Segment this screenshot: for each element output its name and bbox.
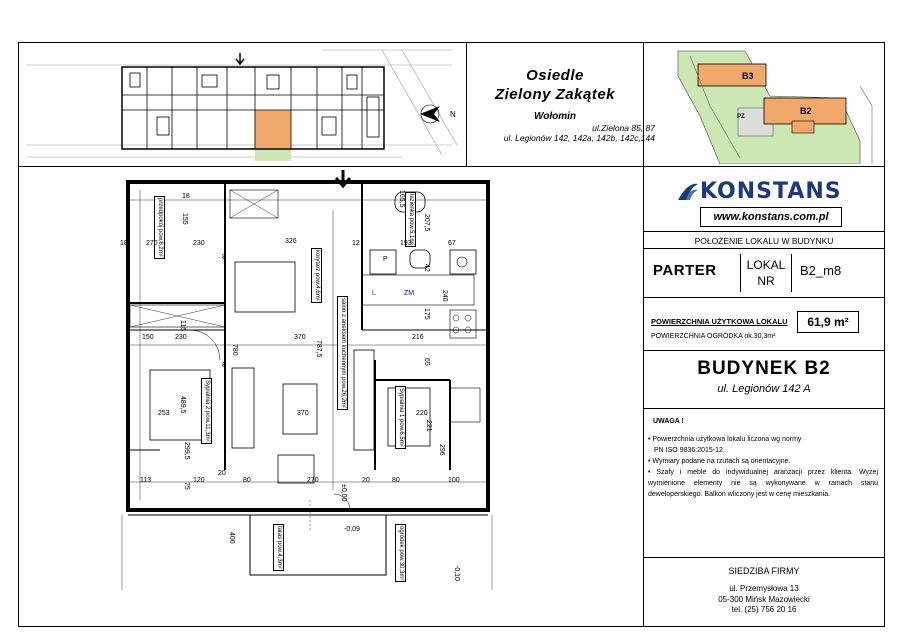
kitchen-label-zm: ZM: [404, 290, 415, 297]
divider-right-6: [643, 408, 885, 409]
dim-label: 370: [297, 410, 309, 417]
building-key-plan: [22, 45, 462, 163]
dim-label: 221: [425, 420, 432, 432]
dim-label: 299,5: [183, 442, 190, 460]
dim-label: 100: [448, 477, 460, 484]
estate-name-line2: Zielony Zakątek: [494, 86, 616, 103]
estate-address-line1: ul.Zielona 85, 87: [592, 123, 655, 133]
dim-label: 270: [307, 477, 319, 484]
unit-number-label: [740, 254, 792, 292]
dim-label: 296: [438, 444, 445, 456]
estate-name-line1: Osiedle: [526, 67, 584, 84]
dim-label: 230: [175, 334, 187, 341]
dim-label: 253: [158, 410, 170, 417]
dim-label: 150: [142, 334, 154, 341]
level-main: ±0,00: [340, 484, 347, 502]
notes-header: UWAGA !: [653, 418, 684, 425]
compass-icon: [418, 102, 448, 126]
dim-label: 80: [243, 477, 251, 484]
dim-label: 489,5: [179, 396, 186, 414]
floor-label: PARTER: [653, 262, 717, 279]
room-label-corridor: korytarz pow.4,6m²: [311, 248, 322, 303]
room-label-garden: ogródek pow.30,3m²: [395, 524, 406, 582]
unit-id: B2_m8: [800, 263, 842, 278]
dim-label: 18: [182, 193, 190, 200]
dim-label: 8: [222, 254, 226, 261]
note-item: PN ISO 9836:2015-12: [654, 447, 723, 454]
building-title: BUDYNEK B2: [697, 358, 831, 379]
compass-label: N: [450, 110, 456, 119]
room-label-bedroom2: Sypialnia 2 pow.11,3m²: [201, 378, 212, 444]
divider-right-3: [643, 248, 885, 249]
level-garden: -0,10: [453, 565, 460, 581]
dim-label: 67: [448, 240, 456, 247]
room-label-hall: przedpokój pow.6,2m²: [154, 196, 165, 259]
dim-label: 113: [140, 477, 152, 484]
note-item: • Szafy i meble do indywidualnej aranżacji przez klienta. Wyżej wymienione elementy nie są wykonywane w ramach stanu deweloperskiego. Balkon wliczony jest w cenę mieszkania.: [648, 469, 878, 498]
location-header: POŁOŻENIE LOKALU W BUDYNKU: [694, 236, 834, 246]
hq-address: [643, 584, 885, 616]
kitchen-label-l: L: [372, 290, 376, 297]
dim-label: 8: [222, 362, 226, 369]
divider-right-2: [643, 231, 885, 232]
dim-label: 12: [352, 240, 360, 247]
level-terrace: -0,09: [344, 526, 360, 533]
note-item: • Powierzchnia użytkowa lokalu liczona wg normy: [648, 436, 802, 443]
hq-address-line1: ul. Przemysłowa 13: [729, 584, 799, 593]
dim-label: 80: [392, 477, 400, 484]
company-logo: KONSTANS: [700, 179, 842, 204]
dim-label: 207,5: [423, 214, 430, 232]
dim-label: 270: [146, 240, 158, 247]
divider-right-1: [643, 166, 885, 167]
divider-right-5: [643, 350, 885, 351]
hq-address-line2: 05-300 Mińsk Mazowiecki: [718, 594, 810, 604]
dim-label: 193: [400, 240, 412, 247]
konstans-logo-icon: [676, 180, 700, 202]
hq-header: SIEDZIBA FIRMY: [728, 566, 800, 576]
dim-label: 220: [416, 410, 428, 417]
site-label-b2: B2: [800, 106, 812, 116]
divider-right-7: [643, 557, 885, 558]
dim-label: 42: [423, 264, 430, 272]
note-item: • Wymiary podane na rzutach są orientacyjne.: [648, 458, 791, 465]
site-map: [660, 46, 880, 164]
dim-label: 155: [181, 213, 188, 225]
unit-number-label-line2: NR: [757, 274, 775, 288]
dim-label: 230: [193, 240, 205, 247]
site-label-b3: B3: [742, 71, 754, 81]
dim-label: 18: [120, 240, 128, 247]
dim-label: 165,5: [398, 190, 405, 208]
estate-city: Wołomin: [533, 111, 577, 122]
building-street: ul. Legionów 142 A: [717, 383, 811, 395]
dim-label: 65: [423, 358, 430, 366]
estate-address-line2: ul. Legionów 142, 142a, 142b, 142c,144: [503, 133, 655, 143]
dim-label: 787,5: [315, 340, 322, 358]
dim-label: 240: [441, 290, 448, 302]
dim-label: 75: [183, 482, 190, 490]
room-label-terrace: taras pow.4,3m²: [273, 524, 284, 571]
hq-phone: tel. (25) 756 20 16: [731, 605, 797, 614]
divider-vertical-top-2: [466, 42, 467, 166]
dim-label: 20: [218, 470, 226, 477]
dim-label: 780: [231, 344, 238, 356]
dim-label: 370: [294, 334, 306, 341]
notes-list: [648, 434, 878, 500]
company-website-link[interactable]: www.konstans.com.pl: [700, 207, 842, 227]
divider-right-4: [643, 297, 885, 298]
terrace-depth: 400: [228, 532, 235, 544]
usable-area-value: 61,9 m²: [797, 311, 859, 333]
dim-label: 326: [285, 238, 297, 245]
dim-label: 175: [423, 308, 430, 320]
room-label-living: salon z aneksem kuchennym pow.26,2m²: [337, 296, 348, 410]
dim-label: 120: [193, 477, 205, 484]
estate-name: [470, 66, 640, 104]
dim-label: 216: [412, 334, 424, 341]
estate-address: [455, 123, 655, 143]
site-label-parking: PZ: [737, 114, 745, 120]
usable-area-label: POWIERZCHNIA UŻYTKOWA LOKALU: [651, 317, 788, 326]
dim-label: 115: [179, 320, 186, 332]
garden-area-label: POWIERZCHNIA OGRÓDKA ok.30,3m²: [651, 333, 776, 340]
room-label-bedroom1: Sypialnia 1 pow.6,5m²: [395, 386, 406, 449]
unit-number-label-line1: LOKAL: [746, 258, 786, 272]
kitchen-label-p: P: [383, 256, 388, 263]
room-label-bathroom: łazienka pow.5,1m²: [405, 192, 416, 247]
dim-label: 20: [362, 477, 370, 484]
divider-top-band: [18, 166, 643, 167]
